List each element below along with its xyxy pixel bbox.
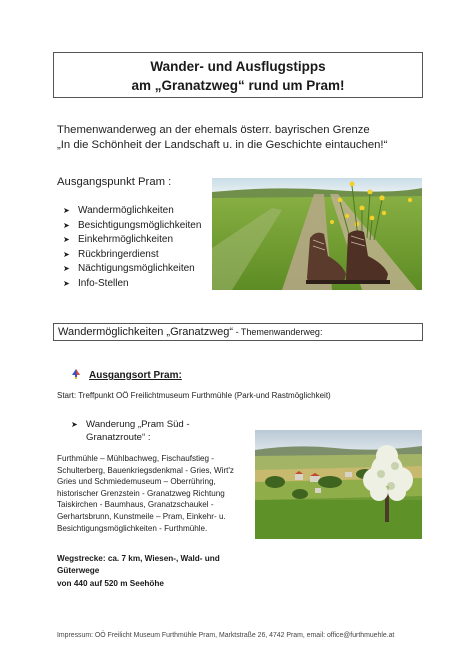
list-item: ➤ Wandermöglichkeiten [63, 204, 201, 219]
arrow-bullet-icon: ➤ [63, 235, 70, 245]
wanderung-heading [71, 418, 190, 444]
colorful-arrow-icon [71, 368, 81, 383]
list-item: ➤ Rückbringerdienst [63, 248, 201, 263]
intro-line-2: „In die Schönheit der Landschaft u. in die Geschichte eintauchen!“ [57, 139, 388, 151]
ausgangsort-heading [71, 368, 182, 383]
ausgangspunkt-label: Ausgangspunkt Pram : [57, 176, 172, 188]
list-item: ➤ Einkehrmöglichkeiten [63, 233, 201, 248]
wanderung-line-2: Granatzroute“ : [86, 432, 151, 443]
arrow-bullet-icon: ➤ [71, 420, 78, 429]
route-description: Furthmühle – Mühlbachweg, Fischaufstieg - Schulterberg, Bauenkriegsdenkmal - Gries, Wirt'z Gries und Schmiedemuseum – Oberrühring, historischer Grenzstein - Granatzweg Richtung Taiskirchen - Baumhaus, Granatzschaukel - Gerhartsbrunn, Kunstmeile – Pram, Einkehr- u. Besichtigungsmöglichkeiten - Furthmühle. [57, 454, 234, 533]
list-item: ➤ Info-Stellen [63, 277, 201, 292]
arrow-bullet-icon: ➤ [63, 264, 70, 274]
ausgangsort-label: Ausgangsort Pram: [89, 370, 182, 381]
landscape-tree-photo [255, 430, 422, 539]
feature-list [63, 204, 201, 292]
wanderung-line-1: Wanderung „Pram Süd - [86, 419, 190, 430]
arrow-bullet-icon: ➤ [63, 206, 70, 215]
arrow-bullet-icon: ➤ [63, 278, 70, 288]
footer-impressum: Impressum: OÖ Freilicht Museum Furthmühle Pram, Marktstraße 26, 4742 Pram, email: office@furthmuehle.at [57, 632, 395, 639]
arrow-bullet-icon: ➤ [63, 249, 70, 259]
list-item: ➤ Besichtigungsmöglichkeiten [63, 219, 201, 234]
title-line-1: Wander- und Ausflugstipps [150, 59, 326, 74]
title-line-2: am „Granatzweg“ rund um Pram! [131, 78, 345, 93]
section-title-suffix: - Themenwanderweg: [233, 327, 323, 337]
arrow-bullet-icon: ➤ [63, 220, 70, 230]
start-text: Start: Treffpunkt OÖ Freilichtmuseum Furthmühle (Park-und Rastmöglichkeit) [57, 391, 331, 400]
hiking-boots-photo [212, 178, 422, 290]
intro-text [57, 123, 387, 153]
section-title: Wandermöglichkeiten „Granatzweg“ [58, 326, 234, 338]
intro-line-1: Themenwanderweg an der ehemals österr. bayrischen Grenze [57, 124, 370, 136]
wegstrecke-info: Wegstrecke: ca. 7 km, Wiesen-, Wald- und Güterwege von 440 auf 520 m Seehöhe [57, 554, 220, 588]
section-title-box [53, 323, 423, 341]
title-box [53, 52, 423, 98]
list-item: ➤ Nächtigungsmöglichkeiten [63, 262, 201, 277]
